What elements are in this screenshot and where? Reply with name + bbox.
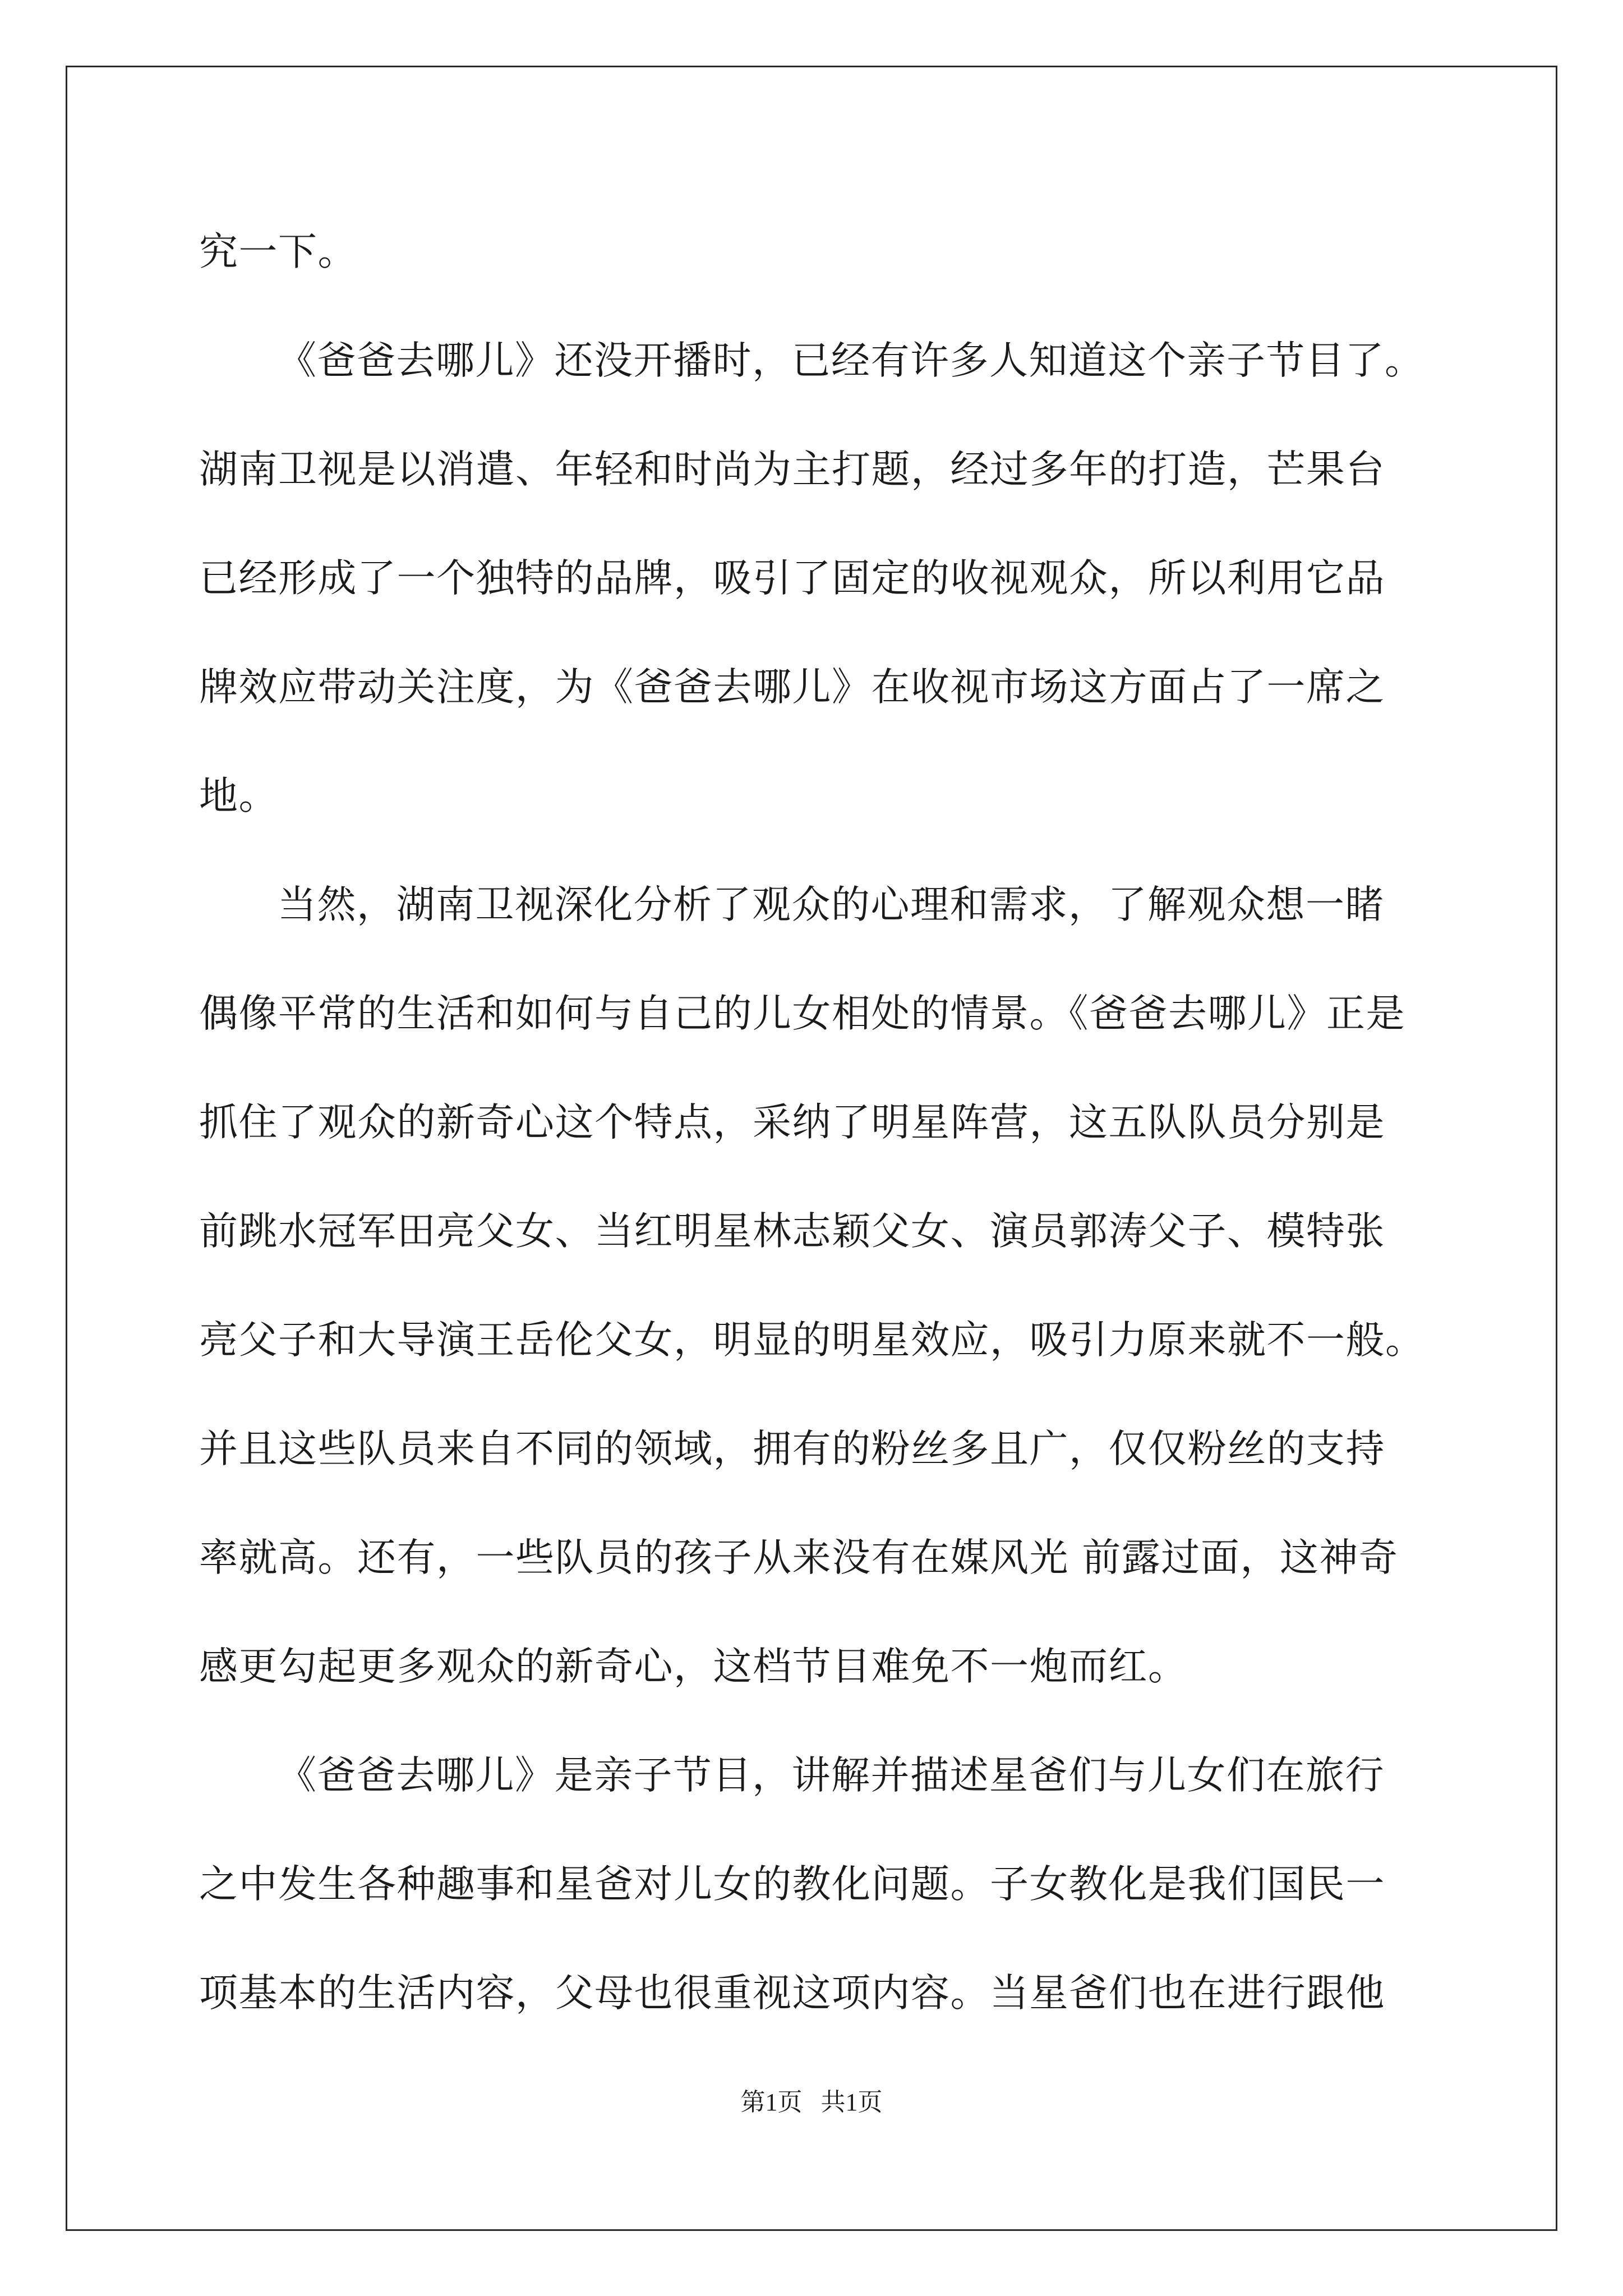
text-line: 偶像平常的生活和如何与自己的儿女相处的情景。《爸爸去哪儿》正是 [199,991,1405,1036]
text-line: 亮父子和大导演王岳伦父女，明显的明星效应，吸引力原来就不一般。 [199,1318,1425,1363]
text-line: 究一下。 [199,229,357,274]
document-body [199,215,1436,2065]
text-line: 之中发生各种趣事和星爸对儿女的教化问题。子女教化是我们国民一 [199,1862,1385,1907]
text-line: 感更勾起更多观众的新奇心，这档节目难免不一炮而红。 [199,1644,1188,1689]
paragraph-first-line: 当然，湖南卫视深化分析了观众的心理和需求，了解观众想一睹 [278,882,1385,927]
text-line: 项基本的生活内容，父母也很重视这项内容。当星爸们也在进行跟他 [199,1971,1385,2016]
text-line: 牌效应带动关注度，为《爸爸去哪儿》在收视市场这方面占了一席之 [199,665,1385,710]
text-line: 湖南卫视是以消遣、年轻和时尚为主打题，经过多年的打造，芒果台 [199,447,1385,492]
paragraph-first-line: 《爸爸去哪儿》还没开播时，已经有许多人知道这个亲子节目了。 [278,338,1424,383]
text-line: 前跳水冠军田亮父女、当红明星林志颖父女、演员郭涛父子、模特张 [199,1209,1385,1254]
page-footer [0,2086,1623,2119]
text-line: 并且这些队员来自不同的领域，拥有的粉丝多且广，仅仅粉丝的支持 [199,1427,1385,1471]
text-line: 抓住了观众的新奇心这个特点，采纳了明星阵营，这五队队员分别是 [199,1100,1385,1145]
text-line: 地。 [199,774,278,818]
page-number: 第1页 [740,2088,803,2116]
text-line: 已经形成了一个独特的品牌，吸引了固定的收视观众，所以利用它品 [199,556,1385,601]
page-total: 共1页 [820,2088,883,2116]
paragraph-first-line: 《爸爸去哪儿》是亲子节目，讲解并描述星爸们与儿女们在旅行 [278,1753,1385,1798]
text-line: 率就高。还有，一些队员的孩子从来没有在媒风光 前露过面，这神奇 [199,1535,1399,1580]
